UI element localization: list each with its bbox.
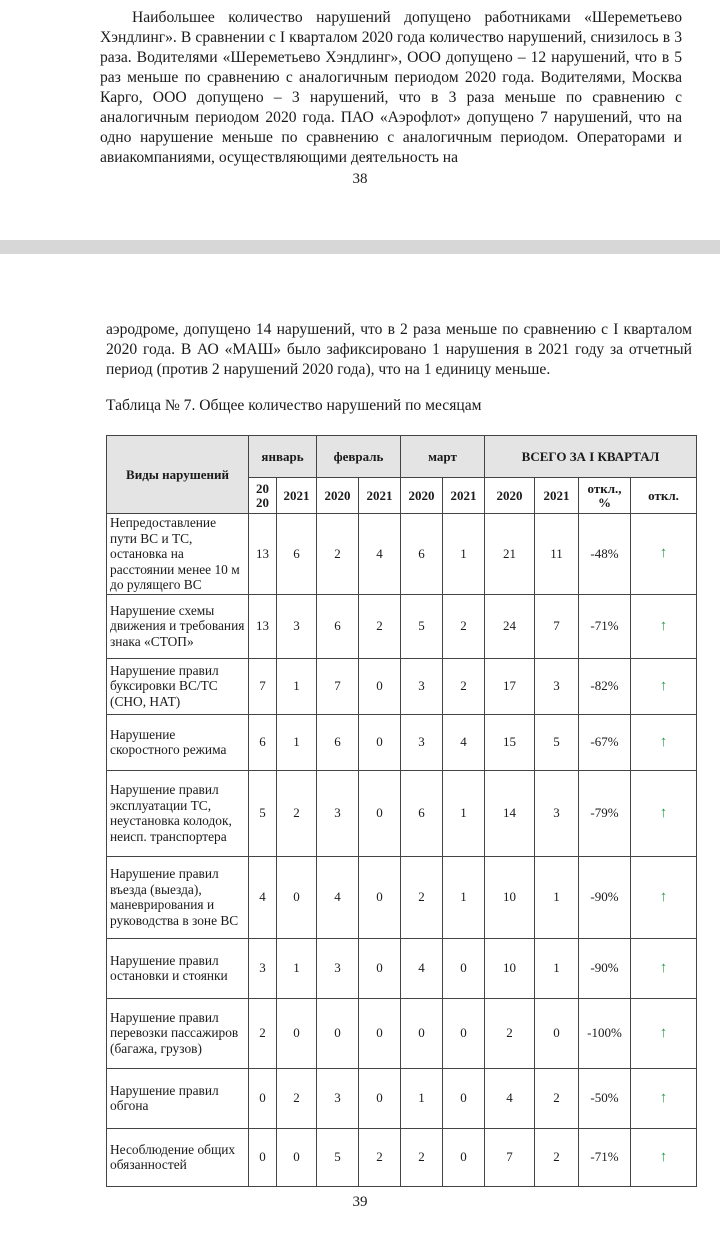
table-cell: 2 (401, 856, 443, 938)
table-cell: 2 (359, 594, 401, 658)
page-38 (0, 0, 720, 240)
table-cell: 0 (277, 856, 317, 938)
page-39 (0, 254, 720, 1248)
table-cell: 0 (535, 998, 579, 1068)
table-row (107, 714, 697, 770)
table-cell: 13 (249, 514, 277, 595)
table-cell: 2 (277, 1068, 317, 1128)
table-cell: 7 (485, 1128, 535, 1186)
table-cell: 3 (317, 1068, 359, 1128)
table-cell: 2 (535, 1128, 579, 1186)
table-cell: 3 (317, 938, 359, 998)
violation-type: Нарушение правил остановки и стоянки (107, 938, 249, 998)
violation-type: Нарушение правил въезда (выезда), маневрирования и руководства в зоне ВС (107, 856, 249, 938)
arrow-up-icon: ↑ (631, 938, 697, 998)
page-number-39: 39 (352, 1194, 368, 1210)
arrow-up-icon: ↑ (631, 514, 697, 595)
table-cell: 2 (485, 998, 535, 1068)
header-total-2021: 2021 (535, 478, 579, 514)
violation-type: Нарушение правил эксплуатации ТС, неустановка колодок, неисп. транспортера (107, 770, 249, 856)
table-cell: 6 (249, 714, 277, 770)
paragraph-top: Наибольшее количество нарушений допущено работниками «Шереметьево Хэндлинг». В сравнении с I кварталом 2020 года количество нарушений, снизилось в 3 раза. Водителями «Шереметьево Хэндлинг», ООО допущено – 12 нарушений, что в 5 раз меньше по сравнению с аналогичным периодом 2020 года. Водителями, Москва Карго, ООО допущено – 3 нарушений, что в 3 раза меньше по сравнению с аналогичным периодом 2020 года. ПАО «Аэрофлот» допущено 7 нарушений, что на одно нарушение меньше по сравнению с аналогичным периодом. Операторами и авиакомпаниями, осуществляющими деятельность на (100, 9, 682, 166)
table-cell: 2 (249, 998, 277, 1068)
table-cell: 0 (359, 856, 401, 938)
table-cell: 0 (443, 998, 485, 1068)
table-cell: 4 (249, 856, 277, 938)
table-row (107, 658, 697, 714)
table-cell: 5 (317, 1128, 359, 1186)
table-cell: 0 (443, 938, 485, 998)
arrow-up-icon: ↑ (631, 856, 697, 938)
table-cell: 5 (535, 714, 579, 770)
violation-type: Нарушение правил обгона (107, 1068, 249, 1128)
table-cell: 0 (359, 998, 401, 1068)
table-row (107, 594, 697, 658)
arrow-up-icon: ↑ (631, 658, 697, 714)
table-caption: Таблица № 7. Общее количество нарушений по месяцам (106, 397, 482, 414)
table-cell: -90% (579, 856, 631, 938)
table-cell: 2 (401, 1128, 443, 1186)
table-cell: -71% (579, 594, 631, 658)
table-cell: 4 (359, 514, 401, 595)
table-row (107, 770, 697, 856)
table-cell: 1 (443, 856, 485, 938)
header-feb-2020: 2020 (317, 478, 359, 514)
arrow-up-icon: ↑ (631, 594, 697, 658)
table-cell: 2 (317, 514, 359, 595)
header-mar-2020: 2020 (401, 478, 443, 514)
table-row (107, 998, 697, 1068)
arrow-up-icon: ↑ (631, 770, 697, 856)
table-cell: -48% (579, 514, 631, 595)
table-cell: 7 (249, 658, 277, 714)
arrow-up-icon: ↑ (631, 998, 697, 1068)
table-row (107, 856, 697, 938)
header-february: февраль (317, 436, 401, 478)
table-cell: -100% (579, 998, 631, 1068)
table-cell: 0 (401, 998, 443, 1068)
table-cell: 4 (485, 1068, 535, 1128)
table-cell: -67% (579, 714, 631, 770)
header-total-2020: 2020 (485, 478, 535, 514)
table-cell: 1 (277, 658, 317, 714)
violation-type: Нарушение скоростного режима (107, 714, 249, 770)
table-cell: 1 (401, 1068, 443, 1128)
header-feb-2021: 2021 (359, 478, 401, 514)
header-total-q1: ВСЕГО ЗА I КВАРТАЛ (485, 436, 697, 478)
table-cell: 4 (401, 938, 443, 998)
table-cell: 0 (443, 1068, 485, 1128)
page-separator (0, 240, 720, 254)
table-cell: 10 (485, 938, 535, 998)
table-cell: 4 (443, 714, 485, 770)
table-cell: 0 (359, 1068, 401, 1128)
header-deviation-percent: откл., % (579, 478, 631, 514)
header-march: март (401, 436, 485, 478)
table-cell: 6 (277, 514, 317, 595)
violation-type: Непредоставление пути ВС и ТС, остановка на расстоянии менее 10 м до рулящего ВС (107, 514, 249, 595)
table-cell: 10 (485, 856, 535, 938)
table-cell: 0 (277, 1128, 317, 1186)
table-cell: 3 (249, 938, 277, 998)
violations-table (106, 435, 697, 1187)
header-deviation: откл. (631, 478, 697, 514)
table-cell: 0 (359, 770, 401, 856)
table-cell: 1 (277, 714, 317, 770)
table-cell: 1 (535, 938, 579, 998)
table-row (107, 938, 697, 998)
table-cell: 0 (359, 938, 401, 998)
header-jan-2020: 20 20 (249, 478, 277, 514)
table-cell: 15 (485, 714, 535, 770)
table-cell: 14 (485, 770, 535, 856)
table-cell: 17 (485, 658, 535, 714)
table-cell: 3 (401, 714, 443, 770)
table-cell: 0 (359, 714, 401, 770)
table-cell: -50% (579, 1068, 631, 1128)
violation-type: Нарушение правил буксировки ВС/ТС (СНО, НАТ) (107, 658, 249, 714)
table-cell: -71% (579, 1128, 631, 1186)
table-cell: 11 (535, 514, 579, 595)
paragraph-bottom: аэродроме, допущено 14 нарушений, что в 2 раза меньше по сравнению с I кварталом 2020 года. В АО «МАШ» было зафиксировано 1 нарушения в 2021 году за отчетный период (против 2 нарушений 2020 года), что на 1 единицу меньше. (106, 321, 692, 378)
header-mar-2021: 2021 (443, 478, 485, 514)
table-cell: 3 (535, 658, 579, 714)
table-cell: 0 (277, 998, 317, 1068)
table-cell: 3 (535, 770, 579, 856)
table-cell: 3 (317, 770, 359, 856)
table-cell: 2 (277, 770, 317, 856)
table-cell: 1 (443, 514, 485, 595)
table-cell: 6 (317, 714, 359, 770)
table-row (107, 514, 697, 595)
header-january: январь (249, 436, 317, 478)
table-cell: 4 (317, 856, 359, 938)
table-cell: 5 (401, 594, 443, 658)
table-cell: 7 (317, 658, 359, 714)
table-cell: 5 (249, 770, 277, 856)
table-cell: 6 (401, 514, 443, 595)
violation-type: Нарушение правил перевозки пассажиров (багажа, грузов) (107, 998, 249, 1068)
table-row (107, 1128, 697, 1186)
table-cell: -90% (579, 938, 631, 998)
table-cell: -79% (579, 770, 631, 856)
table-cell: 2 (443, 594, 485, 658)
table-cell: 0 (249, 1068, 277, 1128)
table-cell: 6 (401, 770, 443, 856)
table-cell: 1 (535, 856, 579, 938)
header-jan-2021: 2021 (277, 478, 317, 514)
arrow-up-icon: ↑ (631, 714, 697, 770)
violation-type: Нарушение схемы движения и требования знака «СТОП» (107, 594, 249, 658)
table-cell: 3 (401, 658, 443, 714)
table-cell: 21 (485, 514, 535, 595)
table-cell: 13 (249, 594, 277, 658)
table-cell: 24 (485, 594, 535, 658)
header-kinds: Виды нарушений (107, 436, 249, 514)
table-cell: 6 (317, 594, 359, 658)
arrow-up-icon: ↑ (631, 1068, 697, 1128)
table-cell: 1 (443, 770, 485, 856)
table-cell: 0 (359, 658, 401, 714)
page-number-38: 38 (352, 171, 368, 187)
table-cell: 2 (443, 658, 485, 714)
table-cell: 3 (277, 594, 317, 658)
table-cell: 2 (535, 1068, 579, 1128)
table-cell: 0 (249, 1128, 277, 1186)
violation-type: Несоблюдение общих обязанностей (107, 1128, 249, 1186)
table-cell: 2 (359, 1128, 401, 1186)
table-row (107, 1068, 697, 1128)
table-cell: 0 (317, 998, 359, 1068)
table-cell: -82% (579, 658, 631, 714)
table-cell: 0 (443, 1128, 485, 1186)
table-cell: 7 (535, 594, 579, 658)
arrow-up-icon: ↑ (631, 1128, 697, 1186)
table-cell: 1 (277, 938, 317, 998)
